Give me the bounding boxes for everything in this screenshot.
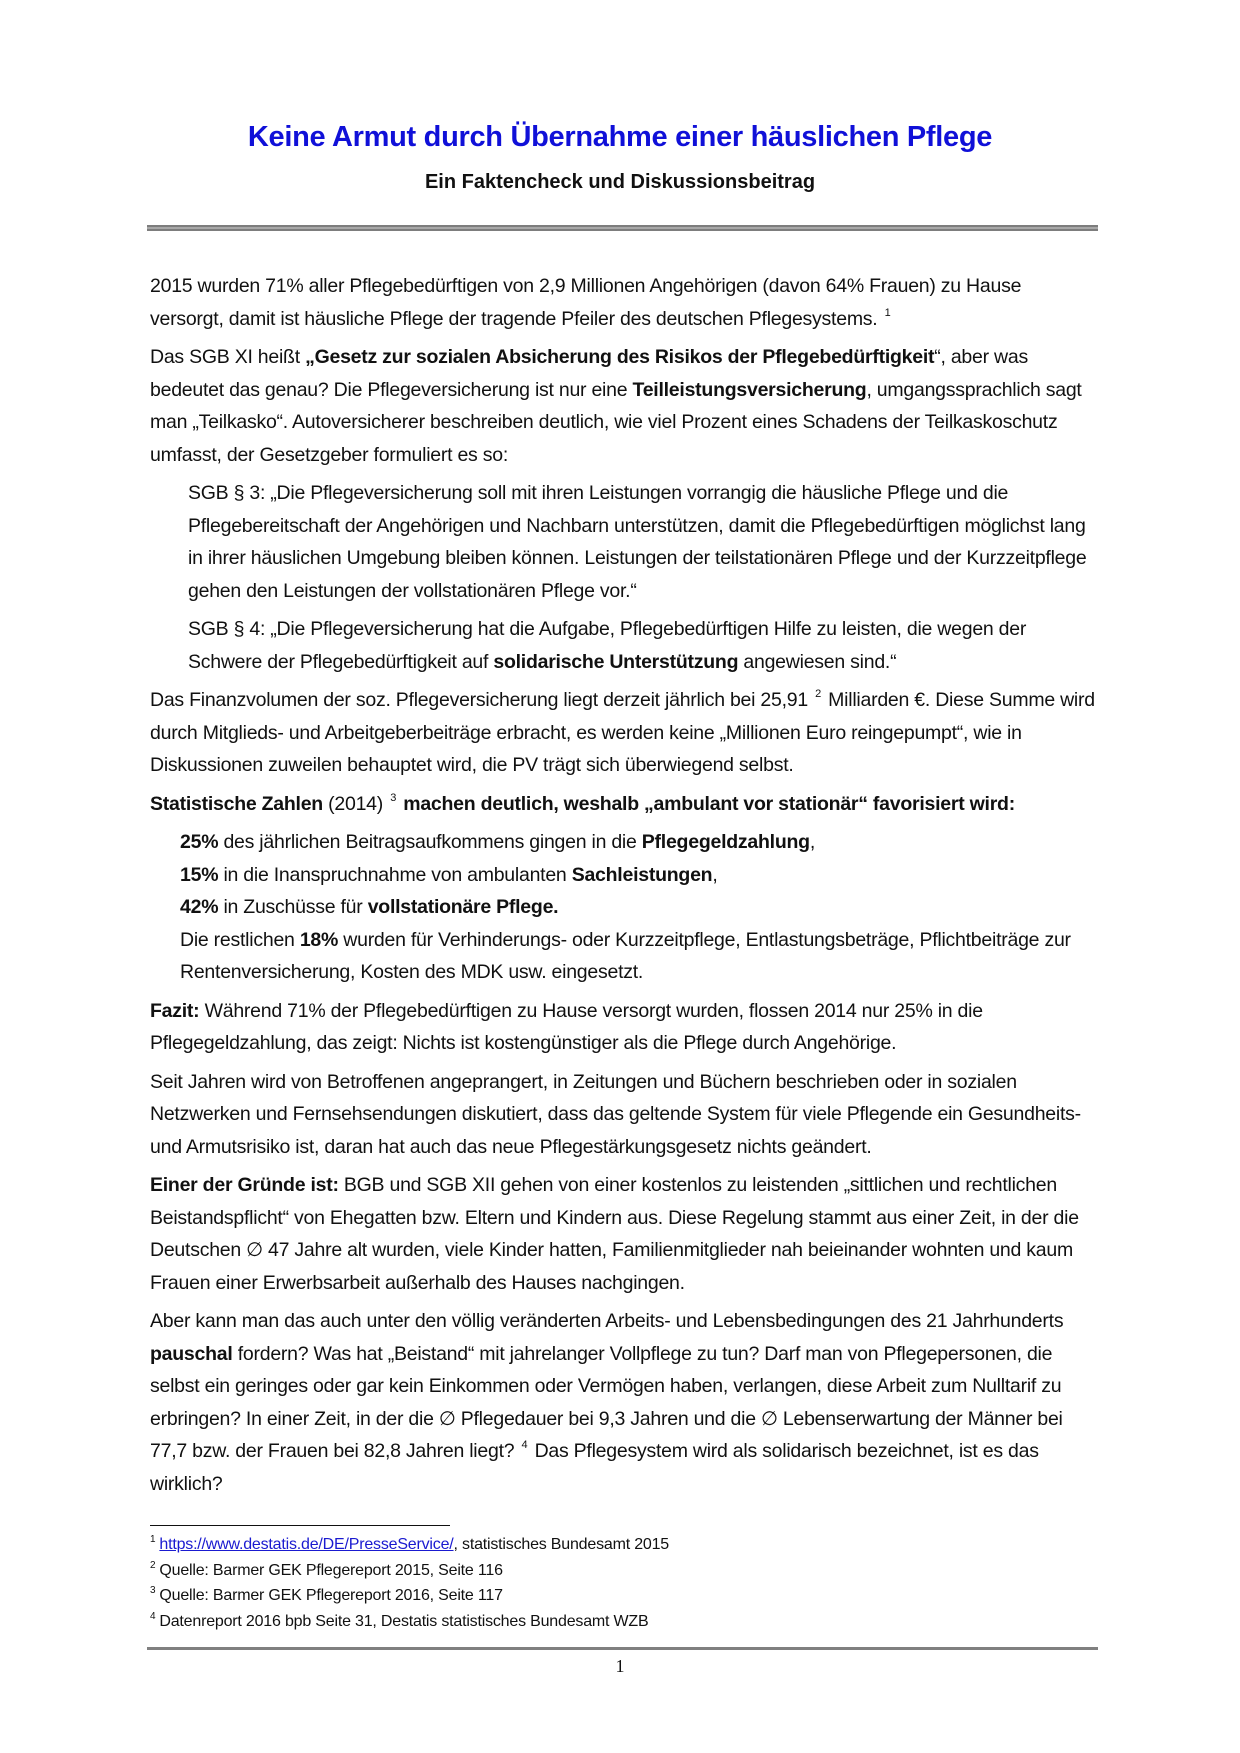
document-body bbox=[150, 270, 1098, 1506]
stats-list bbox=[180, 826, 1098, 989]
paragraph-finance: Das Finanzvolumen der soz. Pflegeversicherung liegt derzeit jährlich bei 25,91 $^2$ Milliarden €. Diese Summe wird durch Mitglieds- und Arbeitgeberbeiträge erbracht, es werden keine „Millionen Euro reingepumpt“, wie in Diskussionen zuweilen behauptet wird, die PV trägt sich überwiegend selbst. bbox=[150, 688, 1095, 776]
document-title: Keine Armut durch Übernahme einer häuslichen Pflege bbox=[247, 121, 993, 153]
footnote-separator bbox=[150, 1525, 450, 1526]
quote-sgb-3: SGB § 3: „Die Pflegeversicherung soll mit ihren Leistungen vorrangig die häusliche Pflege und die Pflegebereitschaft der Angehörigen und Nachbarn unterstützen, damit die Pflegebedürftigen möglichst lang in ihrer häuslichen Umgebung bleiben können. Leistungen der teilstationären Pflege und der Kurzzeitpflege gehen den Leistungen der vollstationären Pflege vor.“ bbox=[188, 482, 1087, 602]
paragraph-criticism: Seit Jahren wird von Betroffenen angeprangert, in Zeitungen und Büchern beschrieben oder in sozialen Netzwerken und Fernsehsendungen diskutiert, dass das geltende System für viele Pflegende ein Gesundheits- und Armutsrisiko ist, daran hat auch das neue Pflegestärkungsgesetz nichts geändert. bbox=[150, 1070, 1081, 1158]
page-number: 1 bbox=[615, 1656, 625, 1676]
footnote-item: $^4$ Datenreport 2016 bpb Seite 31, Destatis statistisches Bundesamt WZB bbox=[150, 1610, 649, 1630]
footnotes bbox=[150, 1532, 1050, 1634]
footnote-item: $^1$ https://www.destatis.de/DE/PresseService/, statistisches Bundesamt 2015 bbox=[150, 1534, 669, 1553]
document-subtitle: Ein Faktencheck und Diskussionsbeitrag bbox=[424, 171, 816, 193]
footnote-link[interactable]: https://www.destatis.de/DE/PresseService/ bbox=[159, 1536, 454, 1553]
paragraph-sgb-xi: Das SGB XI heißt „Gesetz zur sozialen Absicherung des Risikos der Pflegebedürftigkeit“, aber was bedeutet das genau? Die Pflegeversicherung ist nur eine Teilleistungsversicherung, umgangssprachlich sagt man „Teilkasko“. Autoversicherer beschreiben deutlich, wie viel Prozent eines Schadens der Teilkaskoschutz umfasst, der Gesetzgeber formuliert es so: bbox=[150, 346, 1082, 466]
stats-item: 15% in die Inanspruchnahme von ambulanten Sachleistungen, bbox=[180, 863, 718, 886]
footer-divider bbox=[147, 1647, 1098, 1650]
footnote-ref[interactable]: 1 bbox=[884, 306, 891, 319]
paragraph-questions: Aber kann man das auch unter den völlig veränderten Arbeits- und Lebensbedingungen des 21 Jahrhunderts pauschal fordern? Was hat „Beistand“ mit jahrelanger Vollpflege zu tun? Darf man von Pflegepersonen, die selbst ein geringes oder gar kein Einkommen oder Vermögen haben, verlangen, diese Arbeit zum Nulltarif zu erbringen? In einer Zeit, in der die ∅ Pflegedauer bei 9,3 Jahren und die ∅ Lebenserwartung der Männer bei 77,7 bzw. der Frauen bei 82,8 Jahren liegt? $^4$ Das Pflegesystem wird als solidarisch bezeichnet, ist es das wirklich? bbox=[150, 1310, 1064, 1495]
footnote-item: $^3$ Quelle: Barmer GEK Pflegereport 2016, Seite 117 bbox=[150, 1585, 503, 1604]
stats-item: 25% des jährlichen Beitragsaufkommens gingen in die Pflegegeldzahlung, bbox=[180, 831, 815, 853]
footnote-item: $^2$ Quelle: Barmer GEK Pflegereport 2015, Seite 116 bbox=[150, 1559, 503, 1579]
header-divider bbox=[147, 225, 1098, 231]
quote-sgb-4: SGB § 4: „Die Pflegeversicherung hat die Aufgabe, Pflegebedürftigen Hilfe zu leisten, die wegen der Schwere der Pflegebedürftigkeit auf solidarische Unterstützung angewiesen sind.“ bbox=[188, 618, 1027, 673]
footnote-ref[interactable]: 2 bbox=[815, 688, 821, 700]
paragraph-reasons: Einer der Gründe ist: BGB und SGB XII gehen von einer kostenlos zu leistenden „sittlichen und rechtlichen Beistandspflicht“ von Ehegatten bzw. Eltern und Kindern aus. Diese Regelung stammt aus einer Zeit, in der die Deutschen ∅ 47 Jahre alt wurden, viele Kinder hatten, Familienmitglieder nah beieinander wohnten und kaum Frauen einer Erwerbsarbeit außerhalb des Hauses nachgingen. bbox=[150, 1174, 1079, 1294]
paragraph-fazit: Fazit: Während 71% der Pflegebedürftigen zu Hause versorgt wurden, flossen 2014 nur 25% in die Pflegegeldzahlung, das zeigt: Nichts ist kostengünstiger als die Pflege durch Angehörige. bbox=[150, 999, 983, 1054]
stats-item-rest: Die restlichen 18% wurden für Verhinderungs- oder Kurzzeitpflege, Entlastungsbeträge, Pflichtbeiträge zur Rentenversicherung, Kosten des MDK usw. eingesetzt. bbox=[180, 928, 1071, 983]
paragraph-intro: 2015 wurden 71% aller Pflegebedürftigen von 2,9 Millionen Angehörigen (davon 64% Frauen) zu Hause versorgt, damit ist häusliche Pflege der tragende Pfeiler des deutschen Pflegesystems. $^1$ bbox=[150, 275, 1022, 330]
stats-item: 42% in Zuschüsse für vollstationäre Pflege. bbox=[180, 896, 559, 918]
stats-heading: Statistische Zahlen (2014) $^3$ machen deutlich, weshalb „ambulant vor stationär“ favorisiert wird: bbox=[150, 791, 1015, 815]
footnote-ref[interactable]: 4 bbox=[521, 1439, 528, 1451]
footnote-ref[interactable]: 3 bbox=[390, 791, 397, 804]
law-quotes bbox=[188, 477, 1098, 678]
